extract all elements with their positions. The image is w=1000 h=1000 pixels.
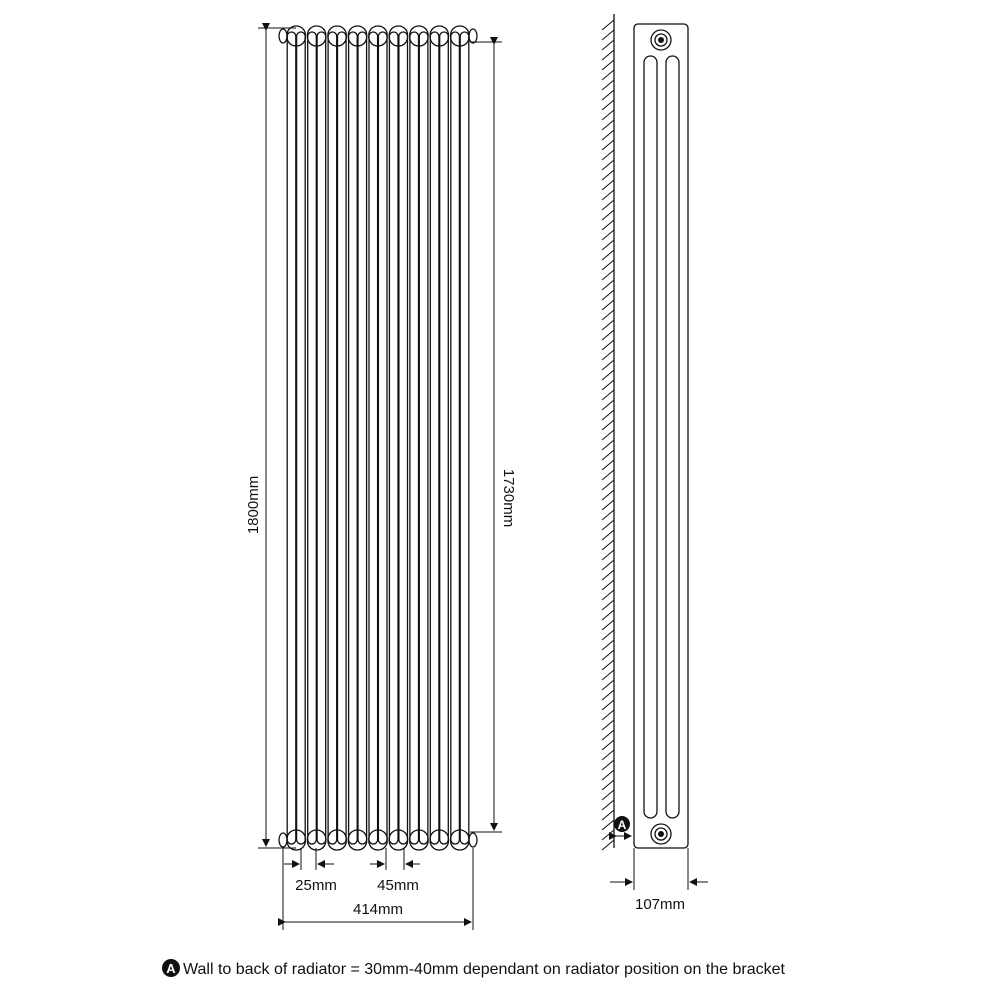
wall	[602, 14, 614, 850]
tube-pitch-dimension	[370, 848, 420, 894]
wall-hatching	[602, 20, 614, 850]
height-dimension	[245, 28, 296, 848]
radiator-column	[307, 26, 325, 850]
width-label: 414mm	[352, 901, 404, 918]
tube-gap-dimension	[284, 848, 337, 894]
radiator-columns	[279, 26, 477, 850]
marker-a-letter: A	[617, 818, 627, 832]
radiator-column	[410, 26, 428, 850]
side-view	[602, 14, 708, 913]
end-plug	[279, 29, 287, 43]
radiator-column	[369, 26, 387, 850]
center-height-label: 1730mm	[500, 468, 517, 528]
front-view	[245, 26, 517, 930]
tube-gap-label: 25mm	[295, 877, 337, 894]
radiator-column	[389, 26, 407, 850]
end-plug	[469, 833, 477, 847]
note-marker-letter: A	[166, 961, 176, 976]
radiator-column	[287, 26, 305, 850]
footnote	[162, 959, 786, 978]
radiator-column	[328, 26, 346, 850]
height-label: 1800mm	[245, 475, 262, 535]
radiator-column	[430, 26, 448, 850]
tube-pitch-label: 45mm	[377, 877, 419, 894]
end-plug	[469, 29, 477, 43]
radiator-side-profile	[634, 24, 688, 848]
center-height-dimension	[470, 42, 517, 832]
note-text: Wall to back of radiator = 30mm-40mm dependant on radiator position on the bracket	[183, 961, 785, 978]
gap-marker	[614, 816, 631, 836]
end-plug	[279, 833, 287, 847]
depth-dimension	[610, 848, 708, 913]
depth-label: 107mm	[634, 896, 686, 913]
radiator-column	[348, 26, 366, 850]
radiator-column	[451, 26, 469, 850]
